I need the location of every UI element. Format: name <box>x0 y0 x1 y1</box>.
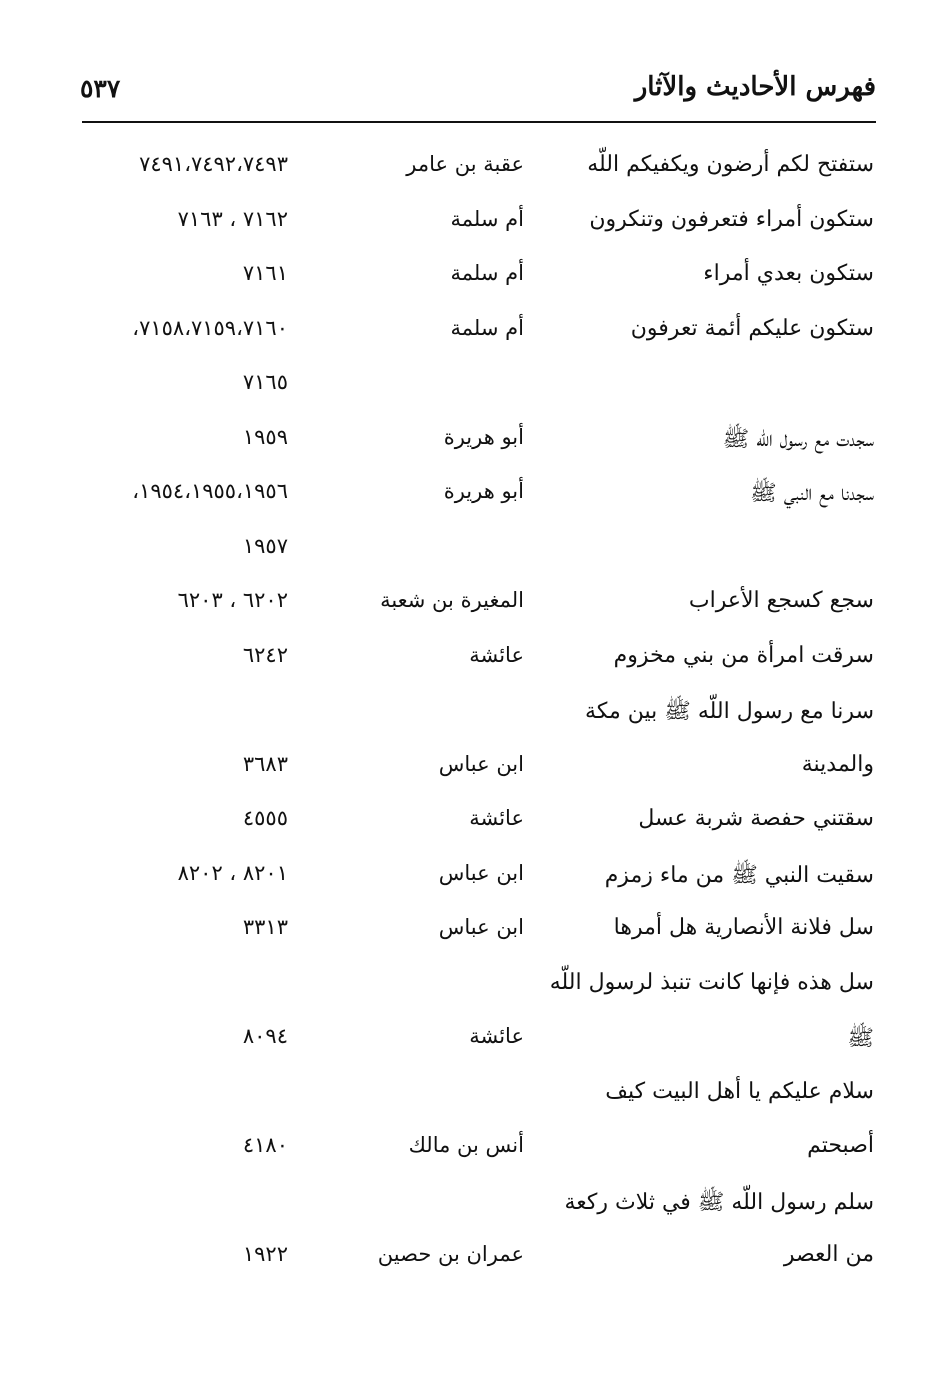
narrator-name: ابن عباس <box>438 860 524 885</box>
narrator-name: عائشة <box>469 806 524 830</box>
index-entry <box>0 1178 932 1233</box>
index-entry <box>0 742 932 797</box>
hadith-reference-numbers: ٤٥٥٥ <box>242 806 288 830</box>
hadith-text: ستكون أمراء فتعرفون وتنكرون <box>589 206 874 232</box>
hadith-text: سل هذه فإنها كانت تنبذ لرسول اللّه <box>549 969 874 995</box>
hadith-reference-numbers: ١٩٥٤،١٩٥٥،١٩٥٦، <box>132 479 288 503</box>
hadith-reference-numbers: ٨٠٩٤ <box>242 1024 288 1048</box>
page-header <box>80 68 876 112</box>
hadith-reference-numbers: ٧١٦٥ <box>242 370 288 394</box>
hadith-text: ﷺ <box>847 1026 874 1051</box>
hadith-reference-numbers: ٣٦٨٣ <box>242 751 288 776</box>
hadith-text: سقتني حفصة شربة عسل <box>638 806 874 831</box>
hadith-reference-numbers: ٦٢٤٢ <box>242 642 288 667</box>
hadith-text: سل فلانة الأنصارية هل أمرها <box>613 915 874 940</box>
hadith-text: أصبحتم <box>807 1133 874 1158</box>
index-entry <box>0 1069 932 1124</box>
index-entry <box>0 796 932 851</box>
hadith-reference-numbers: ١٩٥٧ <box>242 533 288 558</box>
narrator-name: عائشة <box>469 642 524 667</box>
index-entry <box>0 1014 932 1069</box>
narrator-name: عمران بن حصين <box>377 1242 524 1266</box>
narrator-name: أم سلمة <box>450 206 524 231</box>
hadith-text: سجع كسجع الأعراب <box>688 588 874 613</box>
hadith-text: ستكون عليكم أئمة تعرفون <box>630 315 874 341</box>
index-entry <box>0 1232 932 1287</box>
narrator-name: أبو هريرة <box>443 479 524 503</box>
page-number: ٥٣٧ <box>80 74 121 103</box>
narrator-name: ابن عباس <box>438 751 524 776</box>
hadith-text: سرنا مع رسول اللّه ﷺ بين مكة <box>585 699 874 724</box>
index-entry <box>0 851 932 906</box>
narrator-name: المغيرة بن شعبة <box>380 588 524 612</box>
narrator-name: عائشة <box>469 1024 524 1048</box>
narrator-name: أبو هريرة <box>443 424 524 449</box>
index-title: فهرس الأحاديث والآثار <box>634 72 876 102</box>
hadith-text: ستكون بعدي أمراء <box>703 261 874 286</box>
index-entry <box>0 524 932 579</box>
hadith-text: سجدنا مع النبي ﷺ <box>750 481 874 506</box>
index-entry <box>0 687 932 742</box>
index-entry <box>0 360 932 415</box>
hadith-text: سلام عليكم يا أهل البيت كيف <box>605 1078 874 1104</box>
narrator-name: عقبة بن عامر <box>406 152 524 176</box>
hadith-reference-numbers: ٤١٨٠ <box>242 1133 288 1157</box>
hadith-reference-numbers: ٣٣١٣ <box>242 915 288 939</box>
hadith-reference-numbers: ٧١٦٢ ، ٧١٦٣ <box>177 206 288 231</box>
hadith-text: من العصر <box>783 1242 874 1267</box>
hadith-text: سلم رسول اللّه ﷺ في ثلاث ركعة <box>564 1189 874 1215</box>
narrator-name: أم سلمة <box>450 315 524 340</box>
hadith-index-list <box>0 142 932 1287</box>
hadith-reference-numbers: ٨٢٠١ ، ٨٢٠٢ <box>177 860 288 885</box>
hadith-text: والمدينة <box>801 751 874 777</box>
hadith-text: سقيت النبي ﷺ من ماء زمزم <box>604 862 874 888</box>
hadith-text: سرقت امرأة من بني مخزوم <box>613 642 874 668</box>
index-entry <box>0 306 932 361</box>
narrator-name: أم سلمة <box>450 261 524 285</box>
narrator-name: ابن عباس <box>438 915 524 939</box>
index-entry <box>0 251 932 306</box>
index-entry <box>0 469 932 524</box>
narrator-name: أنس بن مالك <box>408 1133 524 1157</box>
index-entry <box>0 197 932 252</box>
index-entry <box>0 633 932 688</box>
hadith-text: ستفتح لكم أرضون ويكفيكم اللّه <box>587 152 874 177</box>
index-entry <box>0 578 932 633</box>
index-entry <box>0 1123 932 1178</box>
hadith-reference-numbers: ١٩٥٩ <box>242 424 288 449</box>
hadith-reference-numbers: ٦٢٠٢ ، ٦٢٠٣ <box>177 588 288 612</box>
index-entry <box>0 960 932 1015</box>
hadith-reference-numbers: ٧١٥٨،٧١٥٩،٧١٦٠، <box>132 315 288 340</box>
hadith-reference-numbers: ١٩٢٢ <box>242 1242 288 1266</box>
hadith-text: سجدت مع رسول اللّه ﷺ <box>722 426 874 452</box>
header-rule <box>82 121 876 123</box>
hadith-reference-numbers: ٧٤٩١،٧٤٩٢،٧٤٩٣ <box>139 152 288 176</box>
index-entry <box>0 142 932 197</box>
index-entry <box>0 905 932 960</box>
hadith-reference-numbers: ٧١٦١ <box>242 261 288 285</box>
index-entry <box>0 415 932 470</box>
